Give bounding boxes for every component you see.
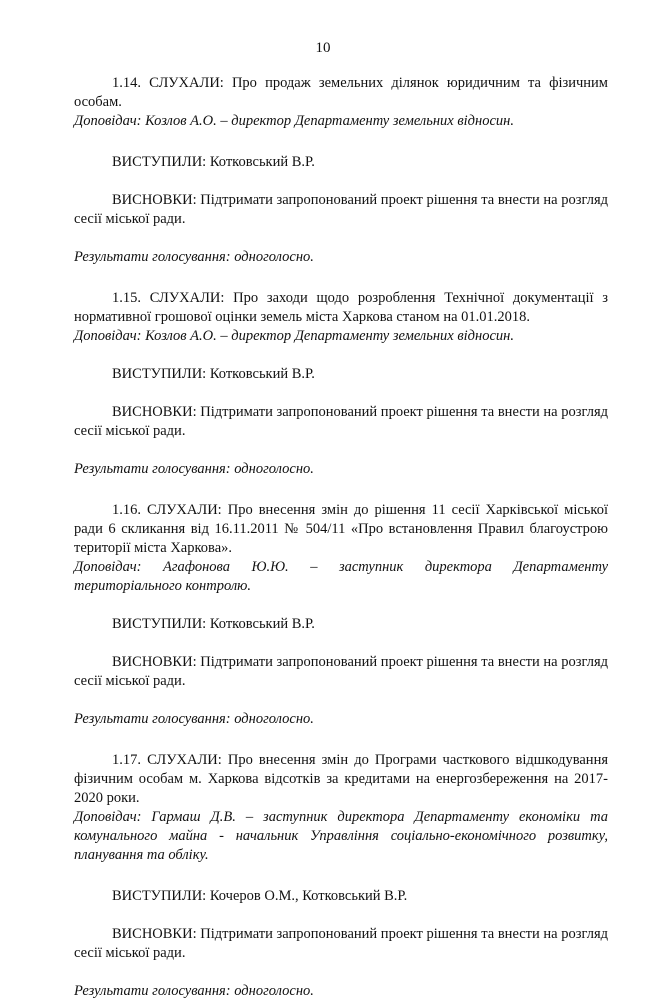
agenda-item-1-14 — [74, 74, 608, 267]
speaker-line: Доповідач: Козлов А.О. – директор Департаменту земельних відносин. — [74, 113, 514, 129]
vote-result: Результати голосування: одноголосно. — [74, 711, 314, 727]
speaker-line: Доповідач: Гармаш Д.В. – заступник директора Департаменту економіки та комунального майна - начальник Управління соціально-економічного розвитку, планування та обліку. — [74, 809, 608, 863]
spoke-line: ВИСТУПИЛИ: Кочеров О.М., Котковський В.Р. — [112, 888, 408, 904]
agenda-item-1-15 — [74, 289, 608, 479]
conclusions-paragraph: ВИСНОВКИ: Підтримати запропонований проект рішення та внести на розгляд сесії міської ради. — [74, 192, 608, 227]
spoke-line: ВИСТУПИЛИ: Котковський В.Р. — [112, 154, 315, 170]
spoke-line: ВИСТУПИЛИ: Котковський В.Р. — [112, 616, 315, 632]
agenda-item-1-17 — [74, 751, 608, 1001]
vote-result: Результати голосування: одноголосно. — [74, 461, 314, 477]
page-number: 10 — [315, 40, 331, 56]
conclusions-paragraph: ВИСНОВКИ: Підтримати запропонований проект рішення та внести на розгляд сесії міської ради. — [74, 404, 608, 439]
conclusions-paragraph: ВИСНОВКИ: Підтримати запропонований проект рішення та внести на розгляд сесії міської ради. — [74, 926, 608, 961]
heard-paragraph: 1.17. СЛУХАЛИ: Про внесення змін до Програми часткового відшкодування фізичним особам м. Харкова відсотків за кредитами на енергозбереження на 2017-2020 роки. — [74, 752, 608, 806]
conclusions-paragraph: ВИСНОВКИ: Підтримати запропонований проект рішення та внести на розгляд сесії міської ради. — [74, 654, 608, 689]
vote-result: Результати голосування: одноголосно. — [74, 983, 314, 999]
vote-result: Результати голосування: одноголосно. — [74, 249, 314, 265]
heard-paragraph: 1.14. СЛУХАЛИ: Про продаж земельних ділянок юридичним та фізичним особам. — [74, 75, 608, 110]
heard-paragraph: 1.16. СЛУХАЛИ: Про внесення змін до рішення 11 сесії Харківської міської ради 6 скликання від 16.11.2011 № 504/11 «Про встановлення Правил благоустрою території міста Харкова». — [74, 502, 608, 556]
speaker-line: Доповідач: Козлов А.О. – директор Департаменту земельних відносин. — [74, 328, 514, 344]
minutes-content — [74, 74, 608, 1001]
spoke-line: ВИСТУПИЛИ: Котковський В.Р. — [112, 366, 315, 382]
agenda-item-1-16 — [74, 501, 608, 729]
speaker-line: Доповідач: Агафонова Ю.Ю. – заступник директора Департаменту територіального контролю. — [74, 559, 608, 594]
heard-paragraph: 1.15. СЛУХАЛИ: Про заходи щодо розроблення Технічної документації з нормативної грошової оцінки земель міста Харкова станом на 01.01.2018. — [74, 290, 608, 325]
